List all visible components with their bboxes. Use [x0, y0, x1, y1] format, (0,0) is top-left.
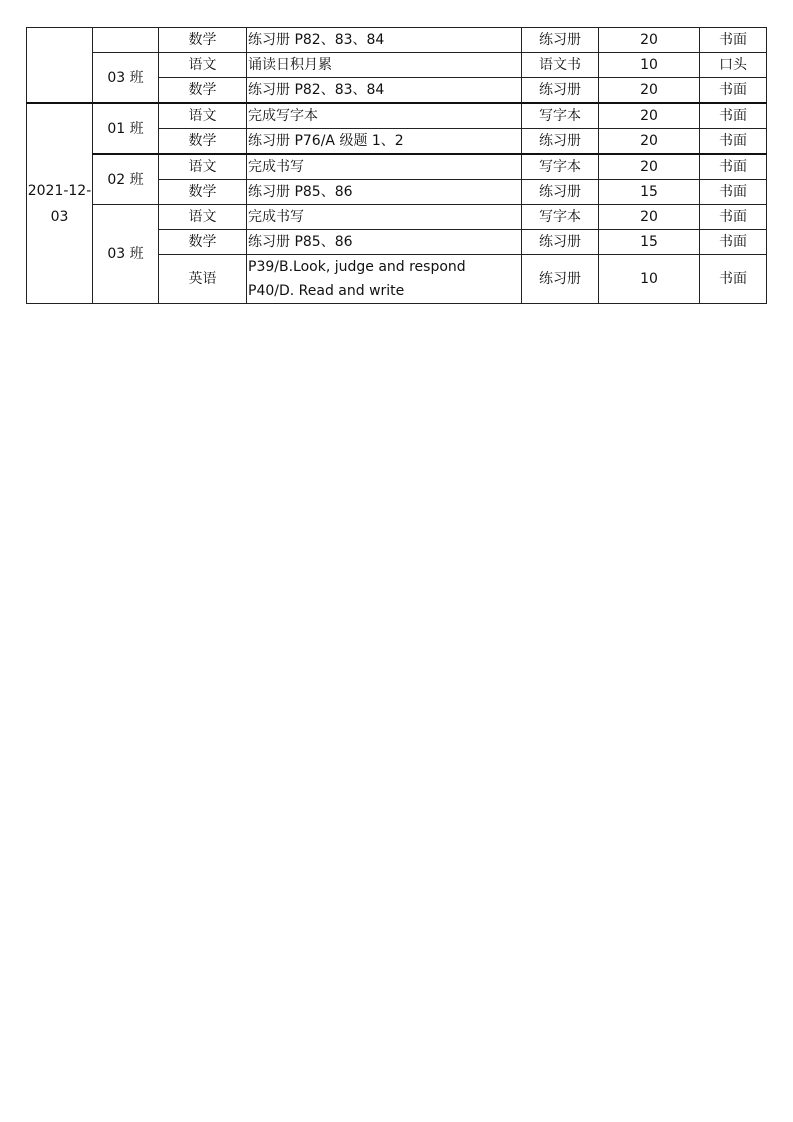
- task-cell: 练习册 P76/A 级题 1、2: [247, 129, 522, 155]
- subject-cell: 语文: [159, 53, 247, 78]
- type-cell: 书面: [700, 154, 767, 180]
- subject-cell: 语文: [159, 103, 247, 129]
- subject-cell: 数学: [159, 230, 247, 255]
- material-cell: 写字本: [522, 103, 599, 129]
- task-cell: 练习册 P82、83、84: [247, 78, 522, 104]
- task-cell: 完成书写: [247, 154, 522, 180]
- duration-cell: 20: [599, 129, 700, 155]
- task-cell: 练习册 P85、86: [247, 180, 522, 205]
- subject-cell: 数学: [159, 28, 247, 53]
- class-cell: 03 班: [93, 53, 159, 104]
- class-cell: 03 班: [93, 205, 159, 304]
- date-cell: 2021-12-03: [27, 103, 93, 304]
- table-row: [27, 103, 767, 129]
- subject-cell: 数学: [159, 129, 247, 155]
- homework-table: [26, 27, 767, 304]
- material-cell: 写字本: [522, 205, 599, 230]
- material-cell: 写字本: [522, 154, 599, 180]
- duration-cell: 20: [599, 205, 700, 230]
- task-cell: 完成写字本: [247, 103, 522, 129]
- type-cell: 书面: [700, 205, 767, 230]
- duration-cell: 20: [599, 154, 700, 180]
- class-cell: 01 班: [93, 103, 159, 154]
- duration-cell: 20: [599, 28, 700, 53]
- table-row: [27, 205, 767, 230]
- table-row: [27, 154, 767, 180]
- material-cell: 语文书: [522, 53, 599, 78]
- subject-cell: 语文: [159, 205, 247, 230]
- subject-cell: 英语: [159, 255, 247, 304]
- duration-cell: 15: [599, 230, 700, 255]
- subject-cell: 数学: [159, 180, 247, 205]
- duration-cell: 20: [599, 78, 700, 104]
- type-cell: 口头: [700, 53, 767, 78]
- task-cell: 完成书写: [247, 205, 522, 230]
- type-cell: 书面: [700, 28, 767, 53]
- material-cell: 练习册: [522, 180, 599, 205]
- duration-cell: 15: [599, 180, 700, 205]
- material-cell: 练习册: [522, 78, 599, 104]
- task-cell: [247, 255, 522, 304]
- type-cell: 书面: [700, 255, 767, 304]
- task-cell: 诵读日积月累: [247, 53, 522, 78]
- task-cell: 练习册 P82、83、84: [247, 28, 522, 53]
- task-line: P39/B.Look, judge and respond: [248, 259, 466, 275]
- type-cell: 书面: [700, 78, 767, 104]
- material-cell: 练习册: [522, 255, 599, 304]
- duration-cell: 10: [599, 53, 700, 78]
- material-cell: 练习册: [522, 230, 599, 255]
- type-cell: 书面: [700, 103, 767, 129]
- duration-cell: 20: [599, 103, 700, 129]
- table-row: [27, 53, 767, 78]
- subject-cell: 语文: [159, 154, 247, 180]
- class-cell: 02 班: [93, 154, 159, 205]
- material-cell: 练习册: [522, 28, 599, 53]
- type-cell: 书面: [700, 129, 767, 155]
- task-line: P40/D. Read and write: [248, 283, 405, 299]
- type-cell: 书面: [700, 230, 767, 255]
- task-cell: 练习册 P85、86: [247, 230, 522, 255]
- type-cell: 书面: [700, 180, 767, 205]
- date-cell: [27, 28, 93, 104]
- subject-cell: 数学: [159, 78, 247, 104]
- duration-cell: 10: [599, 255, 700, 304]
- material-cell: 练习册: [522, 129, 599, 155]
- table-row: [27, 28, 767, 53]
- class-cell: [93, 28, 159, 53]
